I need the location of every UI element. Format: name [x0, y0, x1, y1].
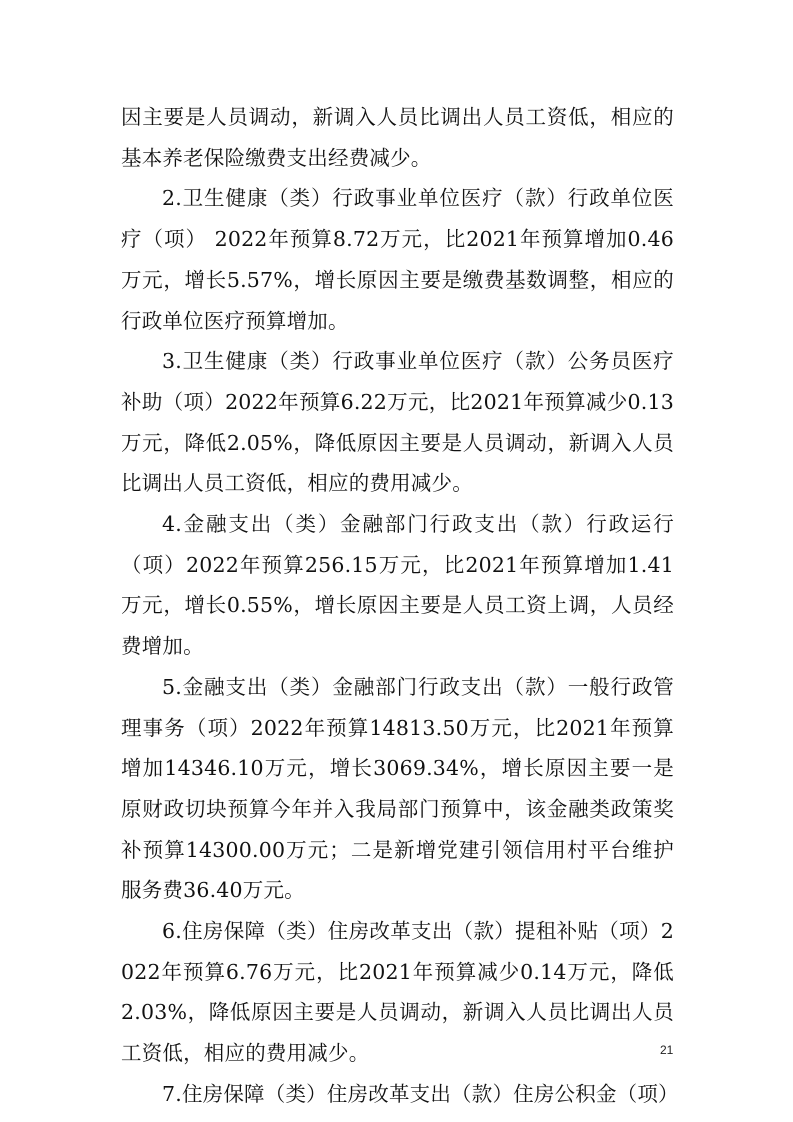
paragraph-continuation: 因主要是人员调动，新调入人员比调出人员工资低，相应的基本养老保险缴费支出经费减少。: [121, 105, 674, 170]
paragraph-item-4: 4.金融支出（类）金融部门行政支出（款）行政运行（项）2022年预算256.15万元，比2021年预算增加1.41万元，增长0.55%，增长原因主要是人员工资上调，人员经费增加。: [121, 512, 674, 659]
paragraph-item-6: 6.住房保障（类）住房改革支出（款）提租补贴（项）2022年预算6.76万元，比2021年预算减少0.14万元，降低2.03%，降低原因主要是人员调动，新调入人员比调出人员工资低，相应的费用减少。: [121, 919, 674, 1066]
paragraph-item-2: 2.卫生健康（类）行政事业单位医疗（款）行政单位医疗（项） 2022年预算8.72万元，比2021年预算增加0.46万元，增长5.57%，增长原因主要是缴费基数调整，相应的行政单位医疗预算增加。: [121, 186, 674, 333]
paragraph-item-3: 3.卫生健康（类）行政事业单位医疗（款）公务员医疗补助（项）2022年预算6.22万元，比2021年预算减少0.13万元，降低2.05%，降低原因主要是人员调动，新调入人员比调出人员工资低，相应的费用减少。: [121, 349, 674, 496]
paragraph-item-7: 7.住房保障（类）住房改革支出（款）住房公积金（项）: [162, 1081, 679, 1106]
body-text: [121, 97, 679, 1115]
paragraph-item-5: 5.金融支出（类）金融部门行政支出（款）一般行政管理事务（项）2022年预算14813.50万元，比2021年预算增加14346.10万元，增长3069.34%，增长原因主要一是原财政切块预算今年并入我局部门预算中，该金融类政策奖补预算14300.00万元；二是新增党建引领信用村平台维护服务费36.40万元。: [121, 674, 674, 903]
page-number: 21: [660, 1043, 674, 1057]
